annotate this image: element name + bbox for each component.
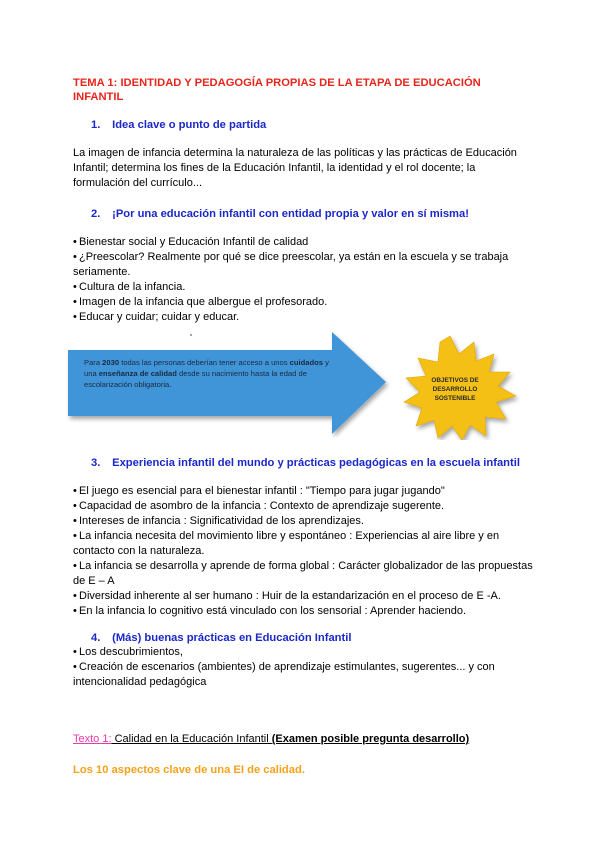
texto-note: (Examen posible pregunta desarrollo): [271, 733, 470, 745]
document-title: TEMA 1: IDENTIDAD Y PEDAGOGÍA PROPIAS DE LA ETAPA DE EDUCACIÓN INFANTIL: [73, 77, 481, 103]
star-text: OBJETIVOS DE DESARROLLO SOSTENIBLE: [431, 377, 479, 402]
section-1-heading: [91, 118, 266, 132]
section-title: Idea clave o punto de partida: [112, 119, 267, 131]
list-item: • ¿Preescolar? Realmente por qué se dice preescolar, ya están en la escuela y se trabaja seriamente.: [73, 251, 509, 278]
section-4-list: [73, 645, 533, 690]
section-2-list: [73, 235, 533, 325]
list-item: • El juego es esencial para el bienestar infantil : "Tiempo para jugar jugando": [73, 485, 445, 497]
list-item: • En la infancia lo cognitivo está vinculado con los sensorial : Aprender haciendo.: [73, 605, 467, 617]
section-title: (Más) buenas prácticas en Educación Infantil: [112, 632, 352, 644]
section-number: 4.: [91, 632, 101, 644]
list-item: • Los descubrimientos,: [73, 646, 183, 658]
arrow-text: Para 2030 todas las personas deberían tener acceso a unos cuidados y una enseñanza de calidad desde su nacimiento hasta la edad de escolarización obligatoria.: [84, 358, 329, 390]
section-1-text: La imagen de infancia determina la naturaleza de las políticas y las prácticas de Educación Infantil; determina los fines de la Educación Infantil, la identidad y el rol docente; la formulación del currículo...: [73, 147, 517, 190]
list-item: • Imagen de la infancia que albergue el profesorado.: [73, 296, 328, 308]
list-item: • Creación de escenarios (ambientes) de aprendizaje estimulantes, sugerentes... y con intencionalidad pedagógica: [73, 661, 495, 688]
section-title: ¡Por una educación infantil con entidad propia y valor en sí misma!: [112, 208, 469, 220]
texto-description: Calidad en la Educación Infantil: [111, 733, 272, 745]
list-item: • La infancia se desarrolla y aprende de forma global : Carácter globalizador de las propuestas de E – A: [73, 560, 533, 587]
section-number: 2.: [91, 208, 101, 220]
list-item: • Diversidad inherente al ser humano : Huir de la estandarización en el proceso de E -A.: [73, 590, 501, 602]
list-item: • Capacidad de asombro de la infancia : Contexto de aprendizaje sugerente.: [73, 500, 445, 512]
aspects-heading: Los 10 aspectos clave de una EI de calidad.: [73, 764, 305, 776]
texto-reference: [73, 733, 469, 745]
list-item: • La infancia necesita del movimiento libre y espontáneo : Experiencias al aire libre y en contacto con la naturaleza.: [73, 530, 500, 557]
list-item: • Intereses de infancia : Significatividad de los aprendizajes.: [73, 515, 364, 527]
section-2-heading: [91, 207, 469, 221]
section-number: 1.: [91, 119, 101, 131]
section-3-list: [73, 484, 533, 619]
section-number: 3.: [91, 457, 101, 469]
list-item: • Educar y cuidar; cuidar y educar.: [73, 311, 240, 323]
list-item: • Bienestar social y Educación Infantil de calidad: [73, 236, 309, 248]
section-4-heading: [91, 631, 351, 645]
list-item: • Cultura de la infancia.: [73, 281, 186, 293]
section-3-heading: [91, 456, 520, 470]
texto-label: Texto 1:: [73, 733, 112, 745]
section-title: Experiencia infantil del mundo y prácticas pedagógicas en la escuela infantil: [112, 457, 520, 469]
